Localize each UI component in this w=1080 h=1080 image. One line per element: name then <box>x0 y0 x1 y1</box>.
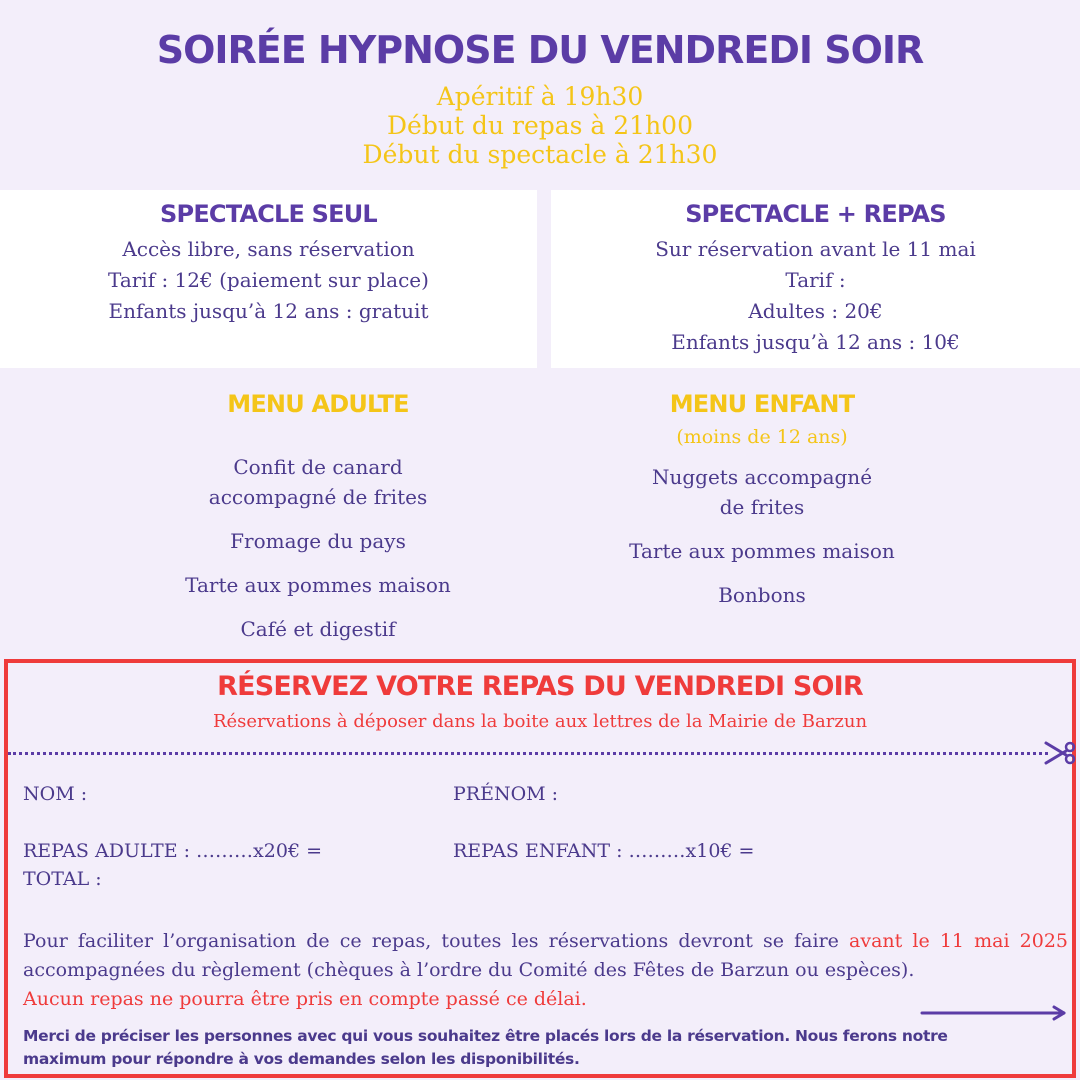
reservation-title: RÉSERVEZ VOTRE REPAS DU VENDREDI SOIR <box>217 671 863 702</box>
menu-title: MENU ENFANT <box>669 390 855 418</box>
menu-adulte <box>68 390 568 644</box>
menu-item: Bonbons <box>718 583 806 607</box>
offer-spectacle-seul <box>0 190 537 368</box>
warning-text: Aucun repas ne pourra être pris en compte passé ce délai. <box>23 988 587 1010</box>
menu-item: Café et digestif <box>240 617 396 641</box>
page-title: SOIRÉE HYPNOSE DU VENDREDI SOIR <box>156 28 924 72</box>
nom-field[interactable]: NOM : <box>23 783 88 805</box>
reservation-conditions <box>23 927 1068 1014</box>
prenom-field[interactable]: PRÉNOM : <box>453 783 559 805</box>
arrow-right-icon <box>920 1005 1070 1021</box>
offer-line: Enfants jusqu’à 12 ans : 10€ <box>671 330 960 354</box>
offer-title: SPECTACLE + REPAS <box>685 200 946 228</box>
schedule-aperitif: Apéritif à 19h30 <box>436 82 644 111</box>
reservation-location: Réservations à déposer dans la boite aux lettres de la Mairie de Barzun <box>212 711 868 732</box>
menu-enfant <box>512 390 1012 610</box>
schedule-repas: Début du repas à 21h00 <box>387 111 693 140</box>
offer-line: Tarif : <box>785 268 846 292</box>
menu-item: Nuggets accompagné de frites <box>651 465 873 519</box>
offer-line: Accès libre, sans réservation <box>122 237 415 261</box>
scissors-icon <box>1044 737 1076 769</box>
total-field[interactable]: TOTAL : <box>23 868 102 890</box>
seating-note: Merci de préciser les personnes avec qui vous souhaitez être placés lors de la réservation. Nous ferons notre maximum pour répondre à vos demandes selon les disponibilités. <box>23 1027 948 1068</box>
conditions-text: Pour faciliter l’organisation de ce repas, toutes les réservations devront se faire <box>23 930 850 952</box>
schedule-spectacle: Début du spectacle à 21h30 <box>362 140 718 169</box>
repas-enfant-field[interactable]: REPAS ENFANT : ………x10€ = <box>453 840 755 862</box>
schedule <box>0 82 1080 169</box>
offer-line: Tarif : 12€ (paiement sur place) <box>108 268 429 292</box>
menu-item: Tarte aux pommes maison <box>629 539 895 563</box>
menu-item: Confit de canard accompagné de frites <box>208 455 428 509</box>
menu-item: Fromage du pays <box>230 529 406 553</box>
deadline-text: avant le 11 mai 2025 <box>849 930 1068 952</box>
offer-spectacle-repas <box>551 190 1080 368</box>
offer-line: Enfants jusqu’à 12 ans : gratuit <box>108 299 429 323</box>
offer-line: Sur réservation avant le 11 mai <box>655 237 976 261</box>
menu-title: MENU ADULTE <box>227 390 409 418</box>
menu-subtitle: (moins de 12 ans) <box>676 426 848 448</box>
cut-line <box>8 752 1048 755</box>
reservation-form <box>4 659 1076 1078</box>
repas-adulte-field[interactable]: REPAS ADULTE : ………x20€ = <box>23 840 322 862</box>
conditions-text-2: accompagnées du règlement (chèques à l’ordre du Comité des Fêtes de Barzun ou espèces). <box>23 959 915 981</box>
menu-item: Tarte aux pommes maison <box>185 573 451 597</box>
offer-line: Adultes : 20€ <box>748 299 883 323</box>
offer-title: SPECTACLE SEUL <box>160 200 377 228</box>
